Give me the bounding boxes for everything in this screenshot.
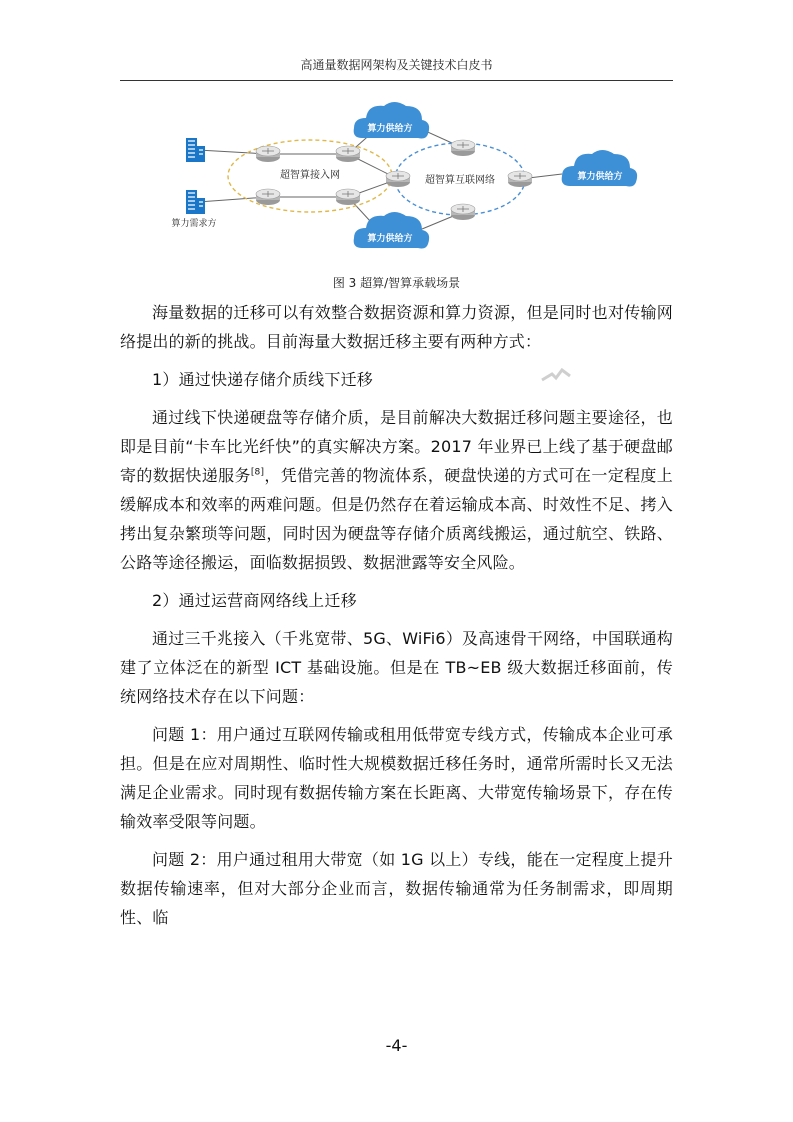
paragraph — [120, 403, 673, 577]
figure-caption: 图 3 超算/智算承载场景 — [332, 276, 461, 290]
supplier-label-top: 算力供给方 — [367, 124, 413, 134]
supplier-label-bottom: 算力供给方 — [367, 234, 413, 244]
paragraph: 问题 1：用户通过互联网传输或租用低带宽专线方式，传输成本企业可承担。但是在应对周期性、临时性大规模数据迁移任务时，通常所需时长又无法满足企业需求。同时现有数据传输方案在长距离、大带宽传输场景下，存在传输效率受限等问题。 — [120, 725, 673, 831]
network-diagram — [160, 92, 640, 264]
access-network-label: 超智算接入网 — [280, 170, 340, 181]
header-divider — [120, 80, 673, 81]
router-icon — [336, 146, 360, 162]
citation-ref[interactable]: [8] — [250, 467, 265, 478]
paragraph-text: 通过线下快递硬盘等存储介质，是目前解决大数据迁移问题主要途径，也即是目前“卡车比光纤快”的真实解决方案。2017 年业界已上线了基于硬盘邮寄的数据快递服务 — [120, 408, 673, 485]
paragraph: 问题 2：用户通过租用大带宽（如 1G 以上）专线，能在一定程度上提升数据传输速率，但对大部分企业而言，数据传输通常为任务制需求，即周期性、临 — [120, 850, 673, 927]
demander-label: 算力需求方 — [171, 219, 217, 229]
interconnect-network-label: 超智算互联网络 — [425, 175, 495, 186]
supplier-label-right: 算力供给方 — [577, 172, 623, 182]
paragraph: 海量数据的迁移可以有效整合数据资源和算力资源，但是同时也对传输网络提出的新的挑战。目前海量大数据迁移主要有两种方式： — [120, 303, 673, 351]
body-text — [120, 298, 673, 932]
router-icon — [451, 204, 475, 220]
router-icon — [451, 140, 475, 156]
router-icon — [256, 189, 280, 205]
paragraph: 通过三千兆接入（千兆宽带、5G、WiFi6）及高速骨干网络，中国联通构建了立体泛在的新型 ICT 基础设施。但是在 TB~EB 级大数据迁移面前，传统网络技术存在以下问题： — [120, 629, 673, 706]
paragraph-text: ，凭借完善的物流体系，硬盘快递的方式可在一定程度上缓解成本和效率的两难问题。但是仍然存在着运输成本高、时效性不足、拷入拷出复杂繁琐等问题，同时因为硬盘等存储介质离线搬运，通过航空、铁路、公路等途径搬运，面临数据损毁、数据泄露等安全风险。 — [120, 466, 673, 572]
running-header: 高通量数据网架构及关键技术白皮书 — [300, 58, 493, 72]
building-icon — [186, 138, 205, 162]
router-icon — [508, 171, 532, 187]
router-icon — [386, 171, 410, 187]
router-icon — [256, 146, 280, 162]
section-heading: 2）通过运营商网络线上迁移 — [152, 591, 357, 610]
section-heading: 1）通过快递存储介质线下迁移 — [152, 370, 373, 389]
building-icon — [186, 190, 205, 214]
page-number: -4- — [385, 1036, 408, 1055]
router-icon — [336, 189, 360, 205]
